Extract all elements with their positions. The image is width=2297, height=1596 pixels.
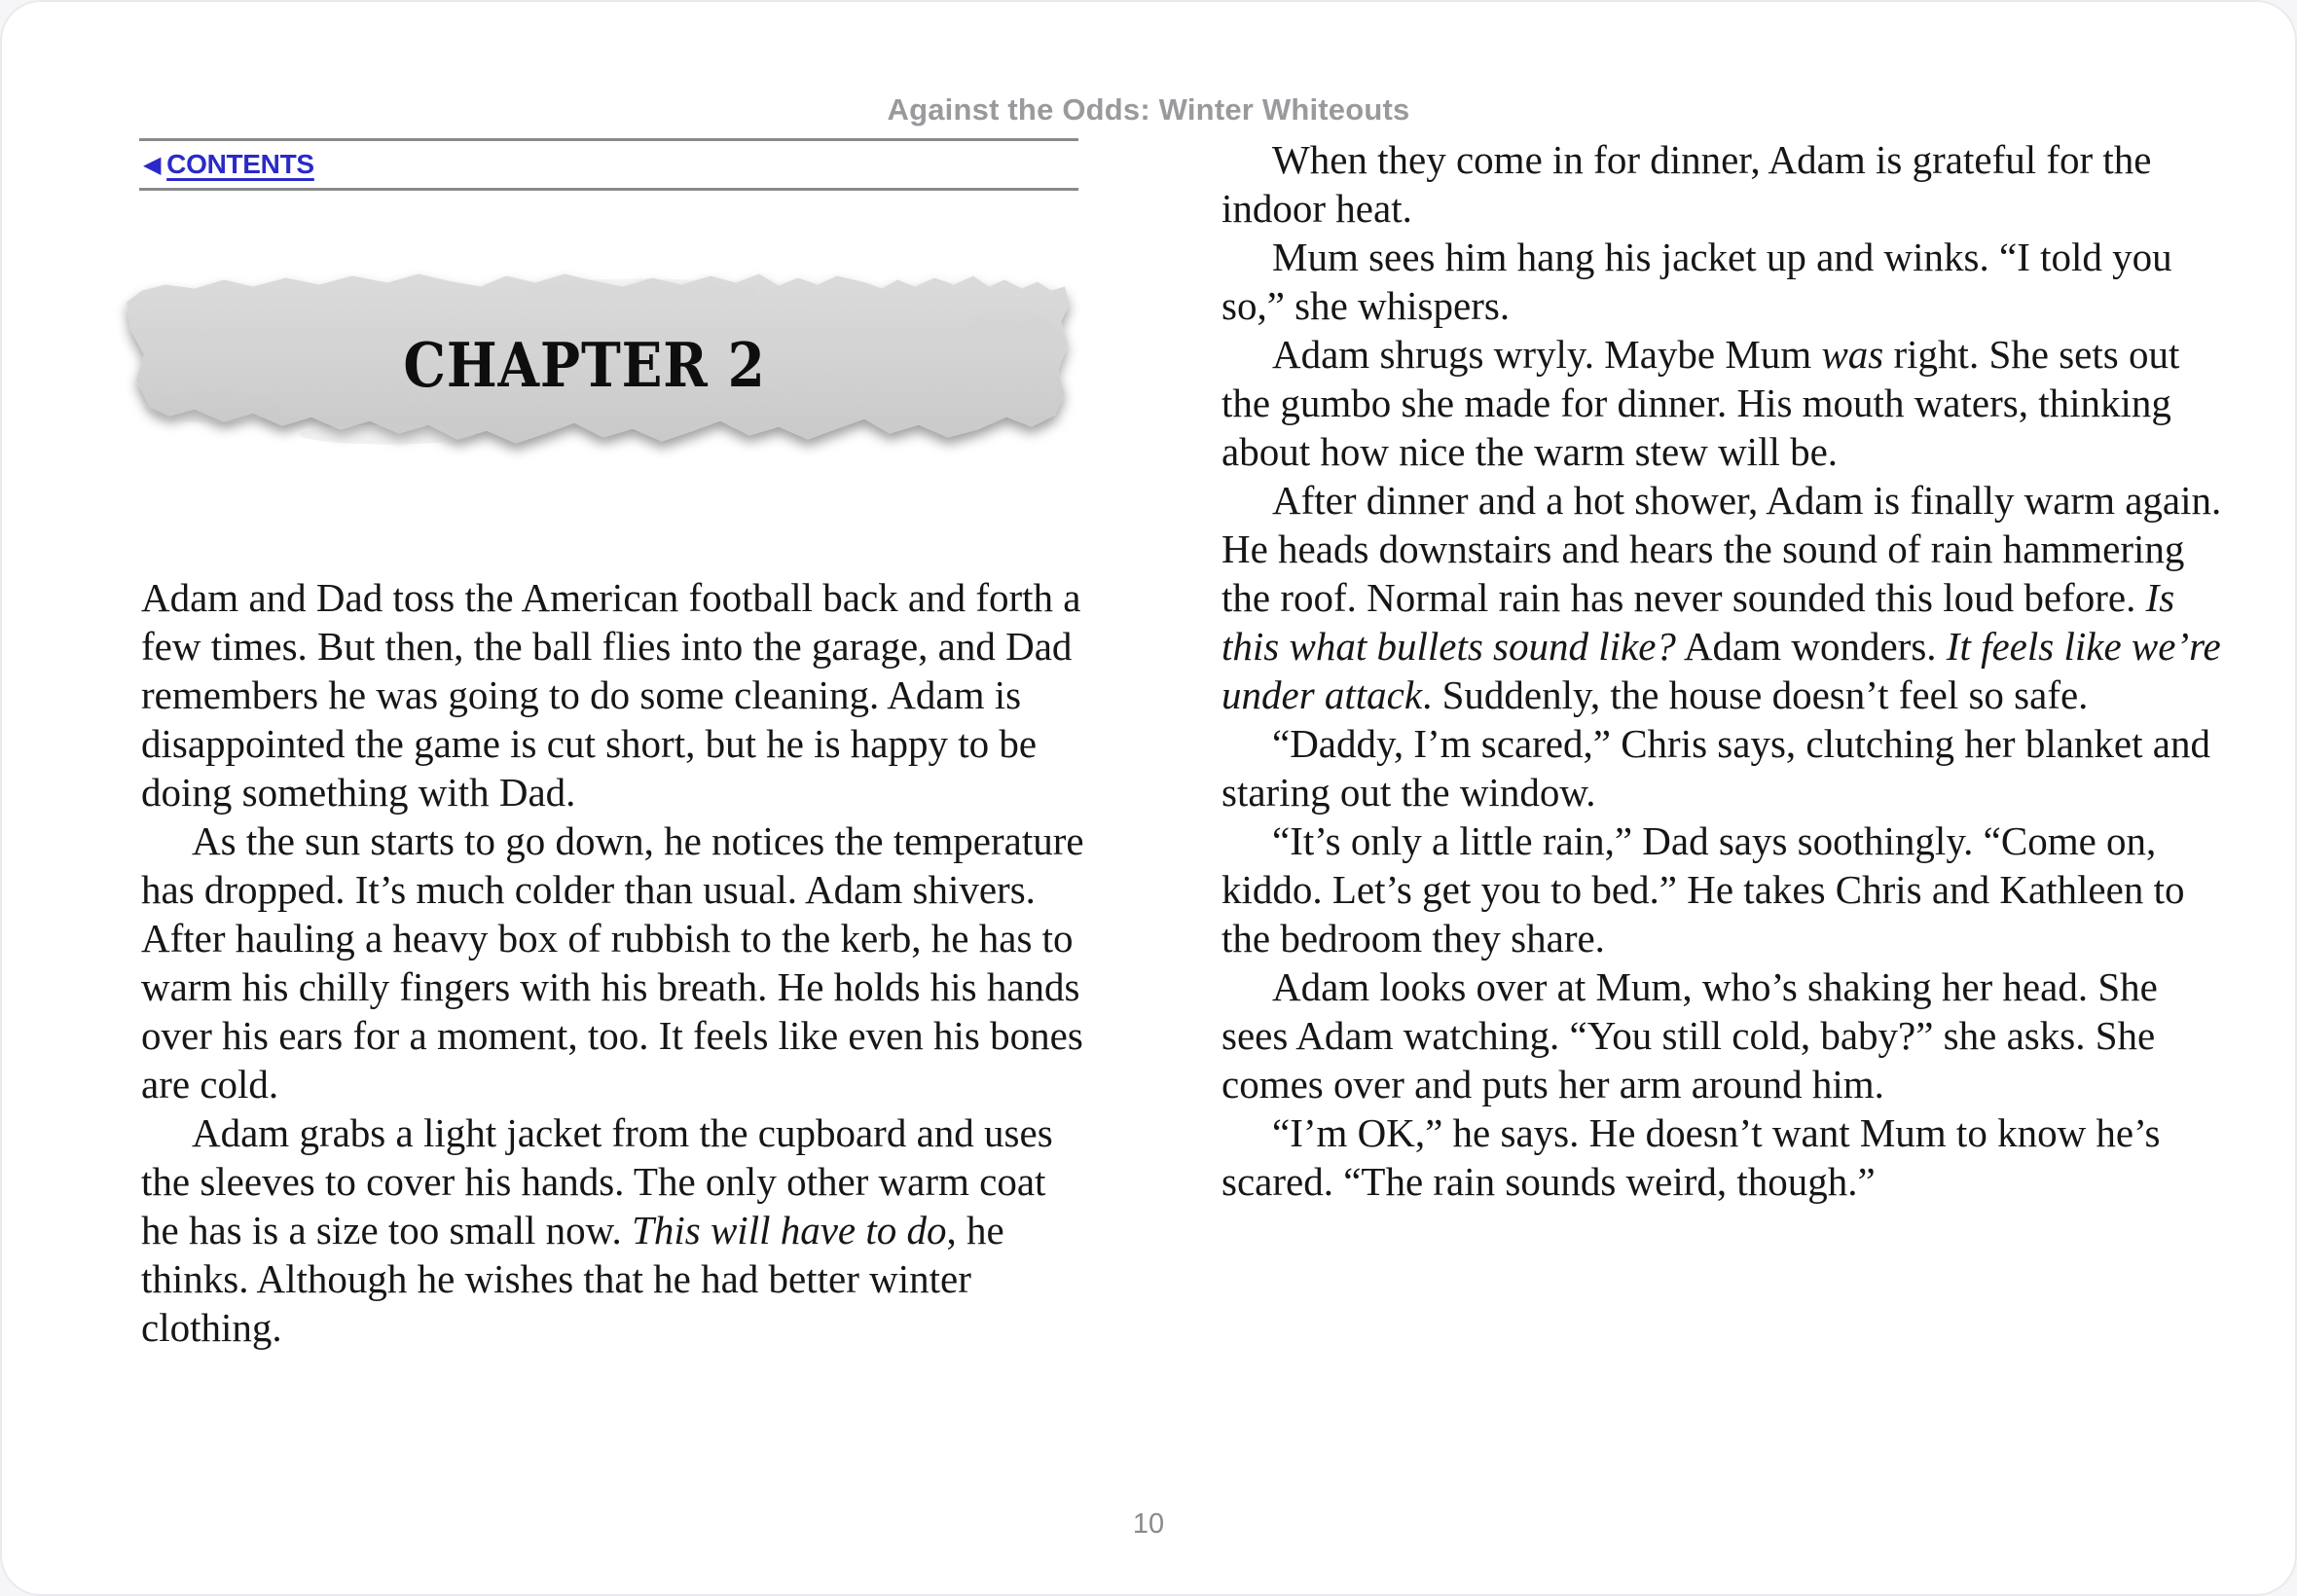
right-column (1221, 135, 2224, 1206)
paragraph: When they come in for dinner, Adam is grateful for the indoor heat. (1221, 137, 2152, 231)
contents-link[interactable] (143, 149, 314, 179)
paragraph: As the sun starts to go down, he notices the temperature has dropped. It’s much colder than usual. Adam shivers. After hauling a heavy box of rubbish to the kerb, he has to warm his chilly fingers with his breath. He holds his hands over his ears for a moment, too. It feels like even his bones are cold. (141, 818, 1084, 1106)
page-number: 10 (1132, 1508, 1165, 1540)
paragraph: “It’s only a little rain,” Dad says soothingly. “Come on, kiddo. Let’s get you to bed.” He takes Chris and Kathleen to the bedroom they share. (1221, 818, 2185, 961)
paragraph: Mum sees him hang his jacket up and winks. “I told you so,” she whispers. (1221, 235, 2172, 328)
paragraph: “Daddy, I’m scared,” Chris says, clutching her blanket and staring out the window. (1221, 721, 2210, 815)
contents-nav (139, 138, 1078, 191)
left-column (141, 573, 1090, 1352)
paragraph: Adam grabs a light jacket from the cupboard and uses the sleeves to cover his hands. The only other warm coat he has is a size too small now. This will have to do, he thinks. Although he wishes that he had better winter clothing. (141, 1110, 1053, 1350)
paragraph: After dinner and a hot shower, Adam is finally warm again. He heads downstairs and hears the sound of rain hammering the roof. Normal rain has never sounded this loud before. Is this what bullets sound like? Adam wonders. It feels like we’re under attack. Suddenly, the house doesn’t feel so safe. (1221, 478, 2222, 717)
paragraph: Adam shrugs wryly. Maybe Mum was right. She sets out the gumbo she made for dinner. His mouth waters, thinking about how nice the warm stew will be. (1221, 332, 2180, 474)
paragraph: Adam and Dad toss the American football back and forth a few times. But then, the ball flies into the garage, and Dad remembers he was going to do some cleaning. Adam is disappointed the game is cut short, but he is happy to be doing something with Dad. (141, 575, 1081, 815)
back-arrow-icon: ◀ (143, 151, 162, 178)
chapter-title: CHAPTER 2 (403, 329, 766, 401)
book-title: Against the Odds: Winter Whiteouts (887, 92, 1410, 127)
paragraph: “I’m OK,” he says. He doesn’t want Mum to know he’s scared. “The rain sounds weird, though.” (1221, 1110, 2161, 1204)
contents-link-label: CONTENTS (166, 149, 314, 179)
paragraph: Adam looks over at Mum, who’s shaking her head. She sees Adam watching. “You still cold, baby?” she asks. She comes over and puts her arm around him. (1221, 964, 2158, 1106)
